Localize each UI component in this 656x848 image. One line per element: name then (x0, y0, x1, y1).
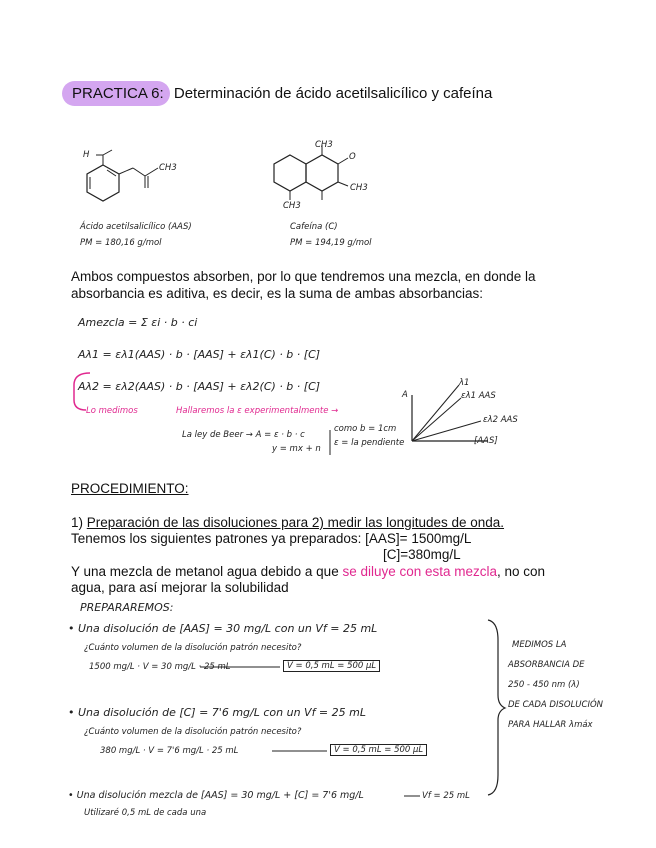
graph-line-2 (412, 398, 461, 441)
mezcla-text-a: Y una mezcla de metanol agua debido a que (71, 564, 343, 579)
patron-c: [C]=380mg/L (383, 547, 461, 562)
patrones-line: Tenemos los siguientes patrones ya preparados: [AAS]= 1500mg/L (71, 531, 472, 546)
graph-ylabel: A (402, 390, 408, 400)
caffeine-ring-left (274, 155, 306, 191)
bullet-1: • Una disolución de [AAS] = 30 mg/L con un Vf = 25 mL (68, 622, 378, 635)
mezcla-highlight: se diluye con esta mezcla (342, 564, 498, 579)
graph-line-3 (412, 421, 481, 441)
caffeine-ring-right (306, 155, 338, 191)
mezcla-line-1 (71, 563, 545, 580)
caf-ch3-bottom: CH3 (283, 201, 301, 211)
graph-label-1: λ1 (459, 378, 470, 388)
aas-h-label: H (83, 150, 90, 160)
graph-xlabel: [AAS] (474, 436, 498, 446)
beer-law: La ley de Beer → A = ε · b · c (182, 430, 305, 440)
caf-pm: PM = 194,19 g/mol (290, 238, 372, 248)
step1 (71, 514, 504, 531)
bullet-3: • Una disolución mezcla de [AAS] = 30 mg/L + [C] = 7'6 mg/L (68, 790, 364, 801)
side-note-3: 250 - 450 nm (λ) (508, 680, 580, 690)
prepararemos-heading: PREPARAREMOS: (80, 601, 174, 614)
beer-note-2: ε = la pendiente (334, 438, 405, 448)
aas-name: Ácido acetilsalicílico (AAS) (80, 222, 192, 232)
aas-pm: PM = 180,16 g/mol (80, 238, 162, 248)
item2-question: ¿Cuánto volumen de la disolución patrón necesito? (84, 727, 302, 737)
graph-label-3: ελ2 AAS (483, 415, 518, 425)
aas-benzene-ring (87, 165, 119, 201)
eq-amezcla: Amezcla = Σ εi · b · ci (78, 316, 198, 329)
item2-text: Una disolución de [C] = 7'6 mg/L con un Vf = 25 mL (78, 706, 366, 719)
step1-title: Preparación de las disoluciones para 2) medir las longitudes de onda. (86, 515, 505, 530)
aas-ch3-label: CH3 (159, 163, 177, 173)
item1-question: ¿Cuánto volumen de la disolución patrón necesito? (84, 643, 302, 653)
caf-name: Cafeína (C) (290, 222, 338, 232)
procedimiento-heading: PROCEDIMIENTO: (71, 481, 189, 496)
caf-o-label: O (349, 152, 356, 162)
caf-ch3-right: CH3 (350, 183, 368, 193)
hallaremos-note: Hallaremos la ε experimentalmente → (176, 406, 339, 416)
item1-answer: V = 0,5 mL = 500 μL (283, 660, 380, 672)
eq-a2: Aλ2 = ελ2(AAS) · b · [AAS] + ελ2(C) · b · [C] (78, 380, 321, 393)
item1-text: Una disolución de [AAS] = 30 mg/L con un Vf = 25 mL (78, 622, 378, 635)
item1-calc: 1500 mg/L · V = 30 mg/L · 25 mL (89, 662, 231, 672)
side-note-5: PARA HALLAR λmáx (508, 720, 593, 730)
eq-a1: Aλ1 = ελ1(AAS) · b · [AAS] + ελ1(C) · b · [C] (78, 348, 321, 361)
prepare-brace (488, 620, 505, 795)
intro-line-1: Ambos compuestos absorben, por lo que tendremos una mezcla, en donde la (71, 269, 536, 284)
step1-number: 1) (71, 515, 87, 530)
side-note-2: ABSORBANCIA DE (508, 660, 585, 670)
side-note-1: MEDIMOS LA (512, 640, 567, 650)
graph-line-1 (412, 385, 459, 441)
mezcla-line-2: agua, para así mejorar la solubilidad (71, 580, 289, 595)
item3-vf: Vf = 25 mL (422, 791, 470, 801)
medimos-note: Lo medimos (86, 406, 138, 416)
item3-note: Utilizaré 0,5 mL de cada una (84, 808, 207, 818)
item2-calc: 380 mg/L · V = 7'6 mg/L · 25 mL (100, 746, 239, 756)
graph-label-2: ελ1 AAS (461, 391, 496, 401)
title-text: Determinación de ácido acetilsalicílico y cafeína (169, 85, 493, 102)
item3-text: Una disolución mezcla de [AAS] = 30 mg/L + [C] = 7'6 mg/L (76, 790, 364, 801)
beer-note-1: como b = 1cm (334, 424, 397, 434)
practice-tag: PRACTICA 6: (62, 81, 170, 106)
mezcla-text-b: , no con (497, 564, 546, 579)
caf-ch3-top: CH3 (315, 140, 333, 150)
item2-answer: V = 0,5 mL = 500 μL (330, 744, 427, 756)
intro-line-2: absorbancia es aditiva, es decir, es la suma de ambas absorbancias: (71, 286, 483, 301)
beer-linear: y = mx + n (272, 444, 321, 454)
side-note-4: DE CADA DISOLUCIÓN (508, 700, 604, 710)
bullet-2: • Una disolución de [C] = 7'6 mg/L con un Vf = 25 mL (68, 706, 366, 719)
